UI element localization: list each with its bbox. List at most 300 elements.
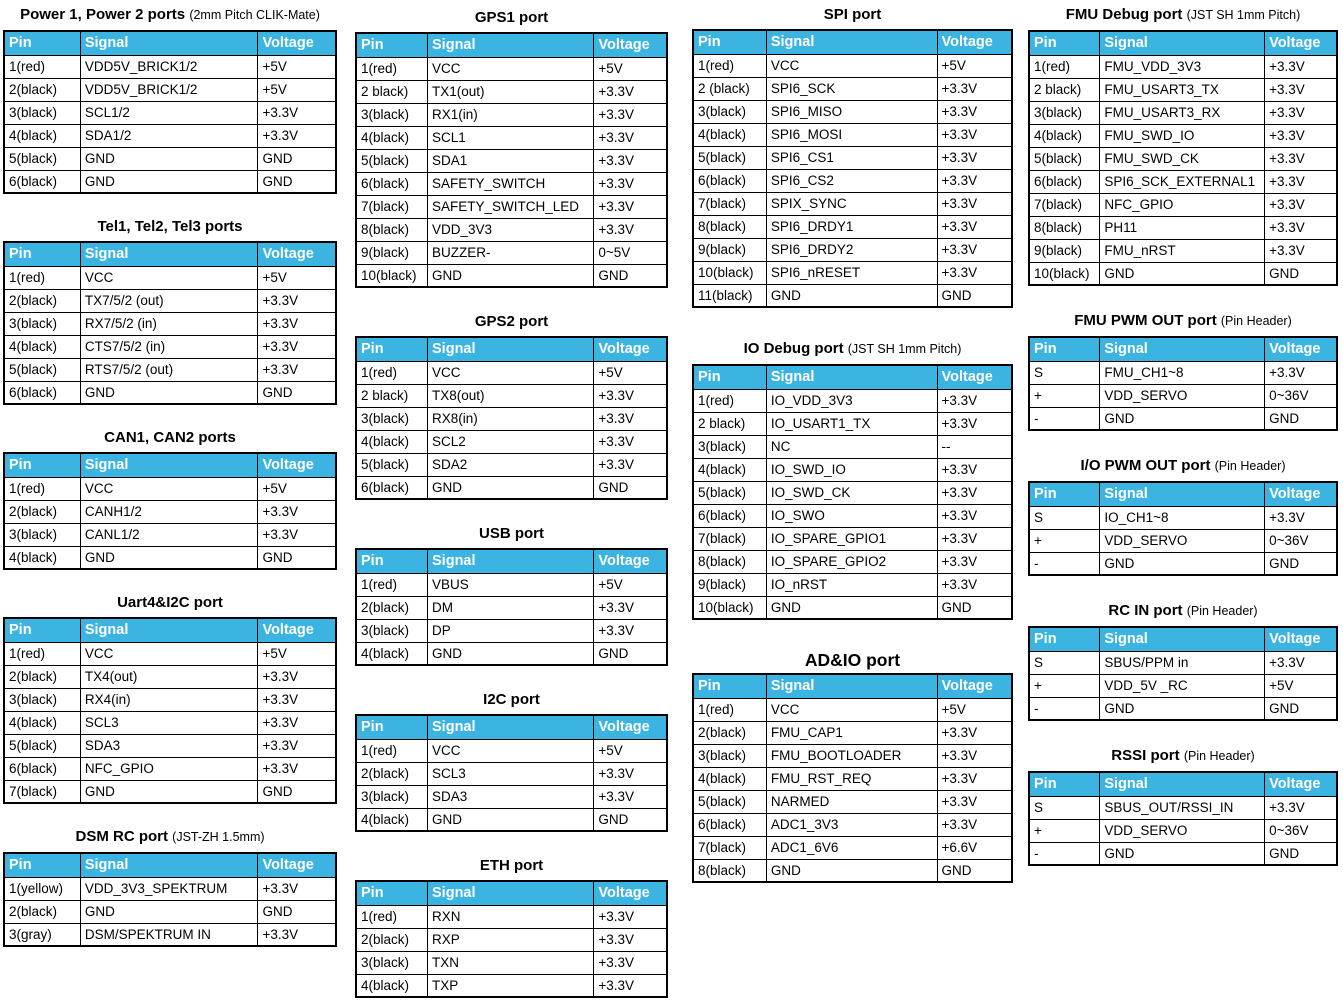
table-row [693, 550, 1012, 573]
cell-pin: 1(red) [356, 57, 428, 80]
cell-voltage: +3.3V [258, 757, 336, 780]
cell-pin: 2(black) [356, 928, 428, 951]
cell-voltage: +3.3V [594, 905, 667, 928]
cell-pin: 4(black) [356, 126, 428, 149]
cell-pin: 1(red) [356, 573, 428, 596]
cell-signal: IO_USART1_TX [766, 412, 937, 435]
cell-signal: GND [1100, 552, 1265, 575]
cell-signal: VCC [428, 739, 594, 762]
table-row [1029, 842, 1337, 865]
cell-signal: GND [80, 147, 258, 170]
table-title-text: I/O PWM OUT port [1080, 457, 1211, 474]
table-title-text: ETH port [479, 857, 544, 874]
table-row [693, 744, 1012, 767]
cell-signal: SCL3 [428, 762, 594, 785]
column-header-voltage: Voltage [258, 31, 336, 55]
table-subtitle: (Pin Header) [1214, 459, 1286, 473]
port-section-ad-io [692, 652, 1013, 883]
table-row [4, 877, 336, 900]
cell-signal: FMU_USART3_TX [1100, 78, 1265, 101]
cell-signal: VCC [80, 266, 258, 289]
cell-voltage: +3.3V [937, 813, 1012, 836]
cell-voltage: +3.3V [258, 124, 336, 147]
cell-signal: NFC_GPIO [1100, 193, 1265, 216]
table-row [356, 149, 667, 172]
port-section-rssi [1028, 747, 1338, 866]
column-header-voltage: Voltage [937, 674, 1012, 698]
table-subtitle: (2mm Pitch CLIK-Mate) [189, 8, 320, 22]
cell-signal: GND [428, 808, 594, 831]
cell-signal: IO_nRST [766, 573, 937, 596]
column-header-pin: Pin [4, 453, 80, 477]
column-header-voltage: Voltage [1265, 31, 1337, 55]
header-row [1029, 482, 1337, 506]
cell-voltage: +3.3V [937, 573, 1012, 596]
cell-voltage: GND [1265, 407, 1337, 430]
column-header-pin: Pin [356, 33, 428, 57]
column-header-signal: Signal [80, 618, 258, 642]
header-row [356, 549, 667, 573]
cell-pin: 1(red) [356, 739, 428, 762]
cell-pin: 1(red) [4, 477, 80, 500]
cell-voltage: GND [594, 642, 667, 665]
cell-pin: 1(red) [356, 905, 428, 928]
table-title-text: Tel1, Tel2, Tel3 ports [97, 218, 243, 235]
cell-voltage: GND [1265, 697, 1337, 720]
cell-pin: 3(black) [4, 688, 80, 711]
header-row [693, 674, 1012, 698]
cell-pin: 9(black) [1029, 239, 1100, 262]
cell-pin: S [1029, 651, 1100, 674]
cell-signal: GND [1100, 407, 1265, 430]
column-header-voltage: Voltage [258, 618, 336, 642]
cell-voltage: +3.3V [594, 928, 667, 951]
cell-pin: 2 black) [356, 384, 428, 407]
cell-pin: - [1029, 842, 1100, 865]
table-title-text: CAN1, CAN2 ports [104, 429, 236, 446]
cell-signal: VDD_3V3_SPEKTRUM [80, 877, 258, 900]
table-row [1029, 262, 1337, 285]
table-row [1029, 78, 1337, 101]
cell-signal: NFC_GPIO [80, 757, 258, 780]
column-header-voltage: Voltage [594, 881, 667, 905]
table-row [4, 500, 336, 523]
cell-voltage: +3.3V [1265, 193, 1337, 216]
cell-signal: SPI6_SCK_EXTERNAL1 [1100, 170, 1265, 193]
cell-voltage: +3.3V [937, 790, 1012, 813]
table-title [1028, 602, 1338, 620]
table-subtitle: (JST-ZH 1.5mm) [172, 830, 265, 844]
table-row [4, 124, 336, 147]
table-row [693, 721, 1012, 744]
cell-voltage: +3.3V [258, 500, 336, 523]
cell-pin: S [1029, 796, 1100, 819]
cell-pin: 3(black) [693, 100, 766, 123]
cell-voltage: +3.3V [1265, 55, 1337, 78]
table-title [692, 6, 1013, 23]
table-row [4, 900, 336, 923]
cell-pin: 3(black) [356, 407, 428, 430]
cell-voltage: 0~36V [1265, 384, 1337, 407]
cell-pin: 4(black) [4, 711, 80, 734]
header-row [4, 618, 336, 642]
cell-pin: 3(black) [1029, 101, 1100, 124]
cell-voltage: +3.3V [258, 335, 336, 358]
table-row [1029, 55, 1337, 78]
cell-pin: S [1029, 361, 1100, 384]
table-row [356, 905, 667, 928]
cell-voltage: +3.3V [258, 358, 336, 381]
cell-signal: CANL1/2 [80, 523, 258, 546]
cell-pin: 4(black) [693, 123, 766, 146]
cell-pin: 5(black) [1029, 147, 1100, 170]
cell-voltage: +5V [594, 739, 667, 762]
cell-pin: 6(black) [693, 504, 766, 527]
cell-pin: 7(black) [693, 836, 766, 859]
cell-signal: IO_SPARE_GPIO2 [766, 550, 937, 573]
table-row [693, 813, 1012, 836]
cell-voltage: +3.3V [1265, 506, 1337, 529]
cell-signal: NARMED [766, 790, 937, 813]
table-row [4, 642, 336, 665]
table-row [693, 698, 1012, 721]
cell-voltage: +3.3V [594, 172, 667, 195]
cell-signal: VCC [766, 698, 937, 721]
table-row [4, 757, 336, 780]
cell-voltage: +3.3V [937, 77, 1012, 100]
cell-voltage: +3.3V [937, 504, 1012, 527]
table-title [1028, 312, 1338, 330]
table-row [1029, 239, 1337, 262]
cell-pin: 4(black) [4, 546, 80, 569]
cell-signal: IO_CH1~8 [1100, 506, 1265, 529]
cell-voltage: +3.3V [1265, 796, 1337, 819]
table-row [1029, 101, 1337, 124]
cell-voltage: +5V [937, 698, 1012, 721]
column-header-signal: Signal [80, 31, 258, 55]
table-row [356, 619, 667, 642]
cell-pin: 2(black) [4, 500, 80, 523]
cell-signal: SCL2 [428, 430, 594, 453]
cell-pin: 2 black) [1029, 78, 1100, 101]
port-section-power [3, 6, 337, 194]
cell-signal: SPI6_DRDY2 [766, 238, 937, 261]
table-row [356, 57, 667, 80]
cell-pin: 5(black) [356, 453, 428, 476]
table-row [356, 430, 667, 453]
cell-voltage: +5V [258, 55, 336, 78]
cell-signal: BUZZER- [428, 241, 594, 264]
table-row [356, 762, 667, 785]
cell-pin: 8(black) [356, 218, 428, 241]
table-title-text: FMU PWM OUT port [1074, 312, 1217, 329]
header-row [693, 365, 1012, 389]
table-row [4, 312, 336, 335]
cell-pin: 3(black) [356, 103, 428, 126]
table-title [355, 313, 668, 330]
column-header-voltage: Voltage [1265, 627, 1337, 651]
column-header-signal: Signal [766, 365, 937, 389]
table-row [356, 103, 667, 126]
cell-voltage: +3.3V [1265, 124, 1337, 147]
table-row [4, 335, 336, 358]
table-row [693, 458, 1012, 481]
column-header-pin: Pin [4, 853, 80, 877]
table-row [4, 546, 336, 569]
cell-signal: FMU_CAP1 [766, 721, 937, 744]
column-header-pin: Pin [693, 674, 766, 698]
cell-voltage: +3.3V [937, 100, 1012, 123]
table-row [1029, 384, 1337, 407]
cell-signal: DP [428, 619, 594, 642]
port-section-rc-in [1028, 602, 1338, 721]
cell-voltage: +3.3V [937, 744, 1012, 767]
cell-pin: 3(black) [4, 101, 80, 124]
column-header-voltage: Voltage [594, 715, 667, 739]
table-row [4, 358, 336, 381]
table-row [4, 734, 336, 757]
cell-voltage: +3.3V [594, 453, 667, 476]
header-row [356, 715, 667, 739]
table-title [355, 691, 668, 708]
column-header-pin: Pin [4, 242, 80, 266]
cell-pin: + [1029, 529, 1100, 552]
cell-voltage: +3.3V [937, 458, 1012, 481]
pinout-table-gps2 [355, 336, 668, 500]
cell-voltage: +3.3V [937, 389, 1012, 412]
cell-voltage: GND [594, 808, 667, 831]
table-title-text: AD&IO port [804, 650, 901, 670]
cell-voltage: +3.3V [937, 192, 1012, 215]
column-header-voltage: Voltage [1265, 482, 1337, 506]
cell-voltage: +3.3V [1265, 361, 1337, 384]
cell-signal: VDD_SERVO [1100, 384, 1265, 407]
cell-signal: FMU_nRST [1100, 239, 1265, 262]
cell-voltage: +3.3V [937, 215, 1012, 238]
cell-pin: 1(red) [693, 698, 766, 721]
cell-pin: 2(black) [4, 289, 80, 312]
cell-pin: 5(black) [4, 734, 80, 757]
table-row [4, 711, 336, 734]
cell-pin: + [1029, 819, 1100, 842]
table-subtitle: (JST SH 1mm Pitch) [847, 342, 962, 356]
cell-voltage: +3.3V [594, 103, 667, 126]
cell-pin: 6(black) [4, 170, 80, 193]
port-section-i2c [355, 691, 668, 832]
cell-voltage: +3.3V [258, 923, 336, 946]
cell-voltage: 0~36V [1265, 529, 1337, 552]
cell-voltage: +3.3V [594, 762, 667, 785]
column-header-voltage: Voltage [937, 365, 1012, 389]
cell-voltage: +3.3V [258, 289, 336, 312]
column-header-pin: Pin [1029, 772, 1100, 796]
cell-voltage: 0~5V [594, 241, 667, 264]
cell-voltage: GND [937, 859, 1012, 882]
table-title-text: Uart4&I2C port [117, 594, 223, 611]
table-row [356, 476, 667, 499]
cell-voltage: +3.3V [937, 123, 1012, 146]
cell-signal: VDD_SERVO [1100, 819, 1265, 842]
cell-signal: SPI6_MISO [766, 100, 937, 123]
table-row [693, 261, 1012, 284]
column-header-signal: Signal [1100, 772, 1265, 796]
table-row [4, 55, 336, 78]
pinout-table-gps1 [355, 32, 668, 288]
column-header-signal: Signal [428, 33, 594, 57]
cell-voltage: GND [937, 596, 1012, 619]
cell-signal: SPI6_MOSI [766, 123, 937, 146]
cell-signal: SPI6_SCK [766, 77, 937, 100]
column-header-signal: Signal [80, 242, 258, 266]
cell-voltage: +5V [1265, 674, 1337, 697]
cell-signal: GND [80, 780, 258, 803]
cell-signal: IO_SWD_CK [766, 481, 937, 504]
port-section-usb [355, 525, 668, 666]
pinout-table-usb [355, 548, 668, 666]
cell-signal: ADC1_3V3 [766, 813, 937, 836]
column-header-pin: Pin [693, 365, 766, 389]
cell-signal: SCL1/2 [80, 101, 258, 124]
cell-pin: 3(black) [4, 523, 80, 546]
cell-pin: 4(black) [693, 458, 766, 481]
port-section-tel [3, 218, 337, 405]
table-row [356, 264, 667, 287]
table-row [356, 573, 667, 596]
cell-signal: GND [1100, 842, 1265, 865]
cell-pin: 3(black) [356, 785, 428, 808]
cell-pin: 5(black) [693, 790, 766, 813]
cell-signal: DSM/SPEKTRUM IN [80, 923, 258, 946]
cell-voltage: +5V [594, 361, 667, 384]
table-row [693, 859, 1012, 882]
table-row [1029, 529, 1337, 552]
cell-voltage: +3.3V [937, 169, 1012, 192]
table-row [356, 241, 667, 264]
cell-pin: 2(black) [693, 721, 766, 744]
cell-voltage: -- [937, 435, 1012, 458]
cell-voltage: +3.3V [594, 619, 667, 642]
cell-signal: SPI6_nRESET [766, 261, 937, 284]
port-section-spi [692, 6, 1013, 308]
cell-pin: 10(black) [693, 261, 766, 284]
cell-pin: 1(red) [693, 54, 766, 77]
cell-pin: 4(black) [4, 124, 80, 147]
column-header-signal: Signal [1100, 31, 1265, 55]
cell-signal: FMU_SWD_CK [1100, 147, 1265, 170]
column-header-pin: Pin [356, 549, 428, 573]
pinout-table-dsm-rc [3, 852, 337, 947]
pinout-table-io-pwm-out [1028, 481, 1338, 576]
table-row [356, 596, 667, 619]
table-title-text: GPS2 port [474, 313, 549, 330]
table-row [4, 101, 336, 124]
cell-voltage: +5V [258, 642, 336, 665]
table-row [1029, 193, 1337, 216]
cell-signal: VCC [428, 57, 594, 80]
cell-pin: 7(black) [356, 195, 428, 218]
column-header-signal: Signal [766, 30, 937, 54]
table-row [693, 412, 1012, 435]
cell-voltage: GND [594, 476, 667, 499]
cell-voltage: +5V [258, 266, 336, 289]
cell-pin: 5(black) [4, 358, 80, 381]
cell-voltage: +3.3V [1265, 78, 1337, 101]
cell-voltage: +3.3V [258, 665, 336, 688]
cell-voltage: +3.3V [258, 711, 336, 734]
cell-voltage: GND [1265, 552, 1337, 575]
cell-signal: GND [80, 170, 258, 193]
cell-signal: SPI6_CS1 [766, 146, 937, 169]
cell-signal: SPI6_CS2 [766, 169, 937, 192]
cell-signal: NC [766, 435, 937, 458]
header-row [1029, 337, 1337, 361]
header-row [1029, 627, 1337, 651]
table-title [355, 857, 668, 874]
cell-pin: S [1029, 506, 1100, 529]
cell-voltage: +3.3V [594, 430, 667, 453]
cell-signal: SDA2 [428, 453, 594, 476]
cell-voltage: +3.3V [937, 550, 1012, 573]
cell-signal: RXP [428, 928, 594, 951]
table-subtitle: (JST SH 1mm Pitch) [1186, 8, 1301, 22]
column-header-voltage: Voltage [937, 30, 1012, 54]
cell-pin: 8(black) [693, 215, 766, 238]
column-2 [355, 9, 668, 1003]
cell-voltage: +3.3V [258, 101, 336, 124]
column-header-voltage: Voltage [1265, 772, 1337, 796]
pinout-table-uart4-i2c [3, 617, 337, 804]
pinout-table-rssi [1028, 771, 1338, 866]
cell-signal: GND [1100, 697, 1265, 720]
cell-voltage: +3.3V [594, 407, 667, 430]
cell-pin: 4(black) [693, 767, 766, 790]
cell-voltage: +3.3V [258, 877, 336, 900]
cell-signal: IO_SPARE_GPIO1 [766, 527, 937, 550]
column-header-pin: Pin [1029, 337, 1100, 361]
cell-signal: RX8(in) [428, 407, 594, 430]
cell-pin: + [1029, 384, 1100, 407]
cell-voltage: +3.3V [1265, 216, 1337, 239]
table-row [1029, 819, 1337, 842]
cell-pin: 10(black) [356, 264, 428, 287]
cell-signal: VBUS [428, 573, 594, 596]
table-title [3, 429, 337, 446]
table-title [692, 340, 1013, 358]
pinout-table-ad-io [692, 673, 1013, 883]
cell-pin: 8(black) [693, 859, 766, 882]
port-section-dsm-rc [3, 828, 337, 947]
column-header-pin: Pin [693, 30, 766, 54]
cell-voltage: +3.3V [1265, 651, 1337, 674]
cell-voltage: GND [1265, 262, 1337, 285]
table-title [355, 9, 668, 26]
column-3 [692, 6, 1013, 915]
table-title [1028, 457, 1338, 475]
table-row [4, 688, 336, 711]
cell-voltage: +3.3V [594, 126, 667, 149]
cell-pin: 6(black) [356, 476, 428, 499]
cell-pin: 8(black) [1029, 216, 1100, 239]
table-row [693, 573, 1012, 596]
cell-pin: 5(black) [356, 149, 428, 172]
cell-voltage: GND [258, 900, 336, 923]
cell-signal: GND [1100, 262, 1265, 285]
table-row [1029, 506, 1337, 529]
cell-voltage: +3.3V [937, 721, 1012, 744]
cell-pin: 6(black) [693, 169, 766, 192]
cell-signal: SDA3 [428, 785, 594, 808]
cell-pin: 4(black) [356, 808, 428, 831]
